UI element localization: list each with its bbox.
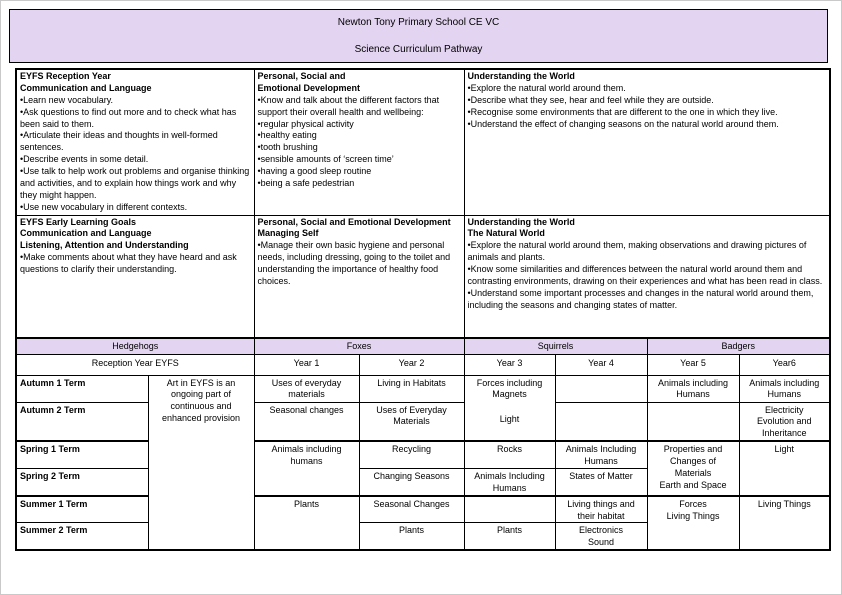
bullet-line: •having a good sleep routine bbox=[257, 166, 372, 176]
cell-year6-autumn2 bbox=[739, 402, 830, 441]
cell-year2-summer2: Plants bbox=[359, 523, 464, 550]
term-spring2: Spring 2 Term bbox=[16, 468, 148, 495]
cell-headings bbox=[20, 217, 251, 253]
cell-year2-spring1: Recycling bbox=[359, 441, 464, 468]
unit-line: Living Things bbox=[666, 510, 720, 521]
cell-year1-summer: Plants bbox=[254, 496, 359, 551]
unit-line: Forces bbox=[679, 498, 707, 509]
cell-elg-natural-world bbox=[464, 215, 830, 338]
cell-year3-spring2: Animals Including Humans bbox=[464, 468, 555, 495]
cell-bullets bbox=[468, 240, 827, 311]
heading-line: Personal, Social and bbox=[257, 71, 346, 81]
bullet-line: •Articulate their ideas and thoughts in well-formed sentences. bbox=[20, 130, 218, 153]
heading-line: Managing Self bbox=[257, 228, 319, 239]
cell-bullets bbox=[258, 240, 461, 288]
cell-reception-psed bbox=[254, 69, 464, 215]
term-autumn1: Autumn 1 Term bbox=[16, 375, 148, 402]
cell-elg-communication-language bbox=[16, 215, 254, 338]
cell-bullets bbox=[20, 252, 251, 276]
autumn1-row bbox=[16, 375, 830, 402]
cell-headings bbox=[258, 71, 461, 95]
unit-line: Electronics bbox=[579, 525, 624, 536]
label-year3: Year 3 bbox=[464, 354, 555, 375]
heading-line: Communication and Language bbox=[20, 82, 152, 93]
unit-line: Earth and Space bbox=[659, 479, 727, 490]
cell-year4-autumn2-empty bbox=[555, 402, 647, 441]
eyfs-reception-row bbox=[16, 69, 830, 215]
autumn2-row bbox=[16, 402, 830, 441]
heading-line: Communication and Language bbox=[20, 228, 152, 239]
cell-year1-autumn2: Seasonal changes bbox=[254, 402, 359, 441]
cell-bullets bbox=[258, 95, 461, 190]
bullet-line: •Use talk to help work out problems and organise thinking and activities, and to explain how things work and why they might happen. bbox=[20, 166, 250, 200]
cell-reception-understanding-world bbox=[464, 69, 830, 215]
cell-year6-autumn1: Animals including Humans bbox=[739, 375, 830, 402]
heading-line: EYFS Reception Year bbox=[20, 71, 111, 81]
cell-year3-summer2: Plants bbox=[464, 523, 555, 550]
cell-year3-summer1-empty bbox=[464, 496, 555, 523]
cell-year4-autumn1-empty bbox=[555, 375, 647, 402]
bullet-line: •Know and talk about the different factors that support their overall health and wellbeing: bbox=[257, 94, 440, 117]
cell-year5-summer bbox=[647, 496, 739, 551]
cell-year1-autumn1: Uses of everyday materials bbox=[254, 375, 359, 402]
bullet-line: •Understand some important processes and changes in the natural world around them, including the seasons and changing states of matter. bbox=[467, 287, 814, 310]
page-title: Science Curriculum Pathway bbox=[354, 44, 483, 55]
bullet-line: •tooth brushing bbox=[257, 142, 318, 153]
school-name: Newton Tony Primary School CE VC bbox=[337, 17, 500, 28]
label-reception-year: Reception Year EYFS bbox=[16, 354, 254, 375]
cell-year2-autumn1: Living in Habitats bbox=[359, 375, 464, 402]
unit-line: Light bbox=[499, 414, 520, 425]
house-band-row bbox=[16, 338, 830, 354]
cell-headings bbox=[468, 71, 827, 83]
bullet-line: •being a safe pedestrian bbox=[257, 177, 355, 188]
label-year2: Year 2 bbox=[359, 354, 464, 375]
cell-year2-spring2: Changing Seasons bbox=[359, 468, 464, 495]
heading-line: EYFS Early Learning Goals bbox=[20, 216, 137, 227]
house-squirrels: Squirrels bbox=[464, 338, 647, 354]
spring1-row bbox=[16, 441, 830, 468]
house-foxes: Foxes bbox=[254, 338, 464, 354]
bullet-line: •Make comments about what they have heard and ask questions to clarify their understanding. bbox=[20, 252, 237, 274]
cell-headings bbox=[258, 217, 461, 241]
unit-line: Forces including Magnets bbox=[476, 377, 543, 400]
unit-line: Sound bbox=[588, 537, 615, 548]
cell-year2-summer1: Seasonal Changes bbox=[359, 496, 464, 523]
bullet-line: •Describe what they see, hear and feel while they are outside. bbox=[467, 94, 714, 105]
bullet-line: •regular physical activity bbox=[257, 118, 354, 129]
cell-headings bbox=[468, 217, 827, 241]
cell-year4-spring1: Animals Including Humans bbox=[555, 441, 647, 468]
cell-year6-summer: Living Things bbox=[739, 496, 830, 551]
bullet-line: •Describe events in some detail. bbox=[20, 154, 149, 165]
bullet-line: •Recognise some environments that are different to the one in which they live. bbox=[467, 106, 778, 117]
term-summer1: Summer 1 Term bbox=[16, 496, 148, 523]
cell-year4-summer2 bbox=[555, 523, 647, 550]
cell-bullets bbox=[468, 83, 827, 131]
cell-reception-art-note: Art in EYFS is an ongoing part of continuous and enhanced provision bbox=[148, 375, 254, 550]
bullet-line: •Learn new vocabulary. bbox=[20, 94, 114, 105]
heading-line: Understanding the World bbox=[467, 71, 575, 81]
cell-year3-spring1: Rocks bbox=[464, 441, 555, 468]
bullet-line: •Ask questions to find out more and to check what has been said to them. bbox=[20, 106, 237, 129]
heading-line: The Natural World bbox=[467, 228, 545, 239]
cell-year5-autumn2-empty bbox=[647, 402, 739, 441]
cell-year5-spring bbox=[647, 441, 739, 496]
bullet-line: •Understand the effect of changing seasons on the natural world around them. bbox=[467, 118, 779, 129]
unit-line: Evolution and Inheritance bbox=[756, 416, 812, 439]
unit-line: Properties and Changes of Materials bbox=[663, 444, 723, 478]
cell-year4-summer1: Living things and their habitat bbox=[555, 496, 647, 523]
cell-year4-spring2: States of Matter bbox=[555, 468, 647, 495]
bullet-line: •Know some similarities and differences between the natural world around them and contrasting environments, drawing on their experiences and what has been read in class. bbox=[467, 264, 823, 286]
cell-reception-communication-language bbox=[16, 69, 254, 215]
bullet-line: •Explore the natural world around them. bbox=[467, 82, 626, 93]
label-year6: Year6 bbox=[739, 354, 830, 375]
summer1-row bbox=[16, 496, 830, 523]
unit-line: Electricity bbox=[765, 404, 804, 415]
year-labels-row bbox=[16, 354, 830, 375]
bullet-line: •healthy eating bbox=[257, 130, 317, 141]
cell-year6-spring: Light bbox=[739, 441, 830, 496]
term-spring1: Spring 1 Term bbox=[16, 441, 148, 468]
cell-year3-autumn bbox=[464, 375, 555, 441]
cell-bullets bbox=[20, 95, 251, 214]
label-year1: Year 1 bbox=[254, 354, 359, 375]
bullet-line: •sensible amounts of ‘screen time’ bbox=[257, 154, 394, 165]
bullet-line: •Use new vocabulary in different contexts. bbox=[20, 201, 188, 212]
house-badgers: Badgers bbox=[647, 338, 830, 354]
curriculum-table bbox=[15, 68, 831, 551]
heading-line: Listening, Attention and Understanding bbox=[20, 240, 189, 251]
cell-year5-autumn1: Animals including Humans bbox=[647, 375, 739, 402]
cell-year2-autumn2: Uses of Everyday Materials bbox=[359, 402, 464, 441]
bullet-line: •Manage their own basic hygiene and personal needs, including dressing, going to the toilet and understanding the importance of healthy food choices. bbox=[257, 240, 451, 286]
bullet-line: •Explore the natural world around them, making observations and drawing pictures of animals and plants. bbox=[467, 240, 807, 263]
house-hedgehogs: Hedgehogs bbox=[16, 338, 254, 354]
term-autumn2: Autumn 2 Term bbox=[16, 402, 148, 441]
term-summer2: Summer 2 Term bbox=[16, 523, 148, 550]
label-year4: Year 4 bbox=[555, 354, 647, 375]
document-header bbox=[9, 9, 828, 63]
label-year5: Year 5 bbox=[647, 354, 739, 375]
heading-line: Emotional Development bbox=[257, 82, 361, 93]
heading-line: Understanding the World bbox=[467, 216, 575, 227]
cell-headings bbox=[20, 71, 251, 95]
heading-line: Personal, Social and Emotional Development bbox=[257, 216, 451, 227]
cell-year1-spring: Animals including humans bbox=[254, 441, 359, 496]
eyfs-elg-row bbox=[16, 215, 830, 338]
cell-elg-psed-managing-self bbox=[254, 215, 464, 338]
